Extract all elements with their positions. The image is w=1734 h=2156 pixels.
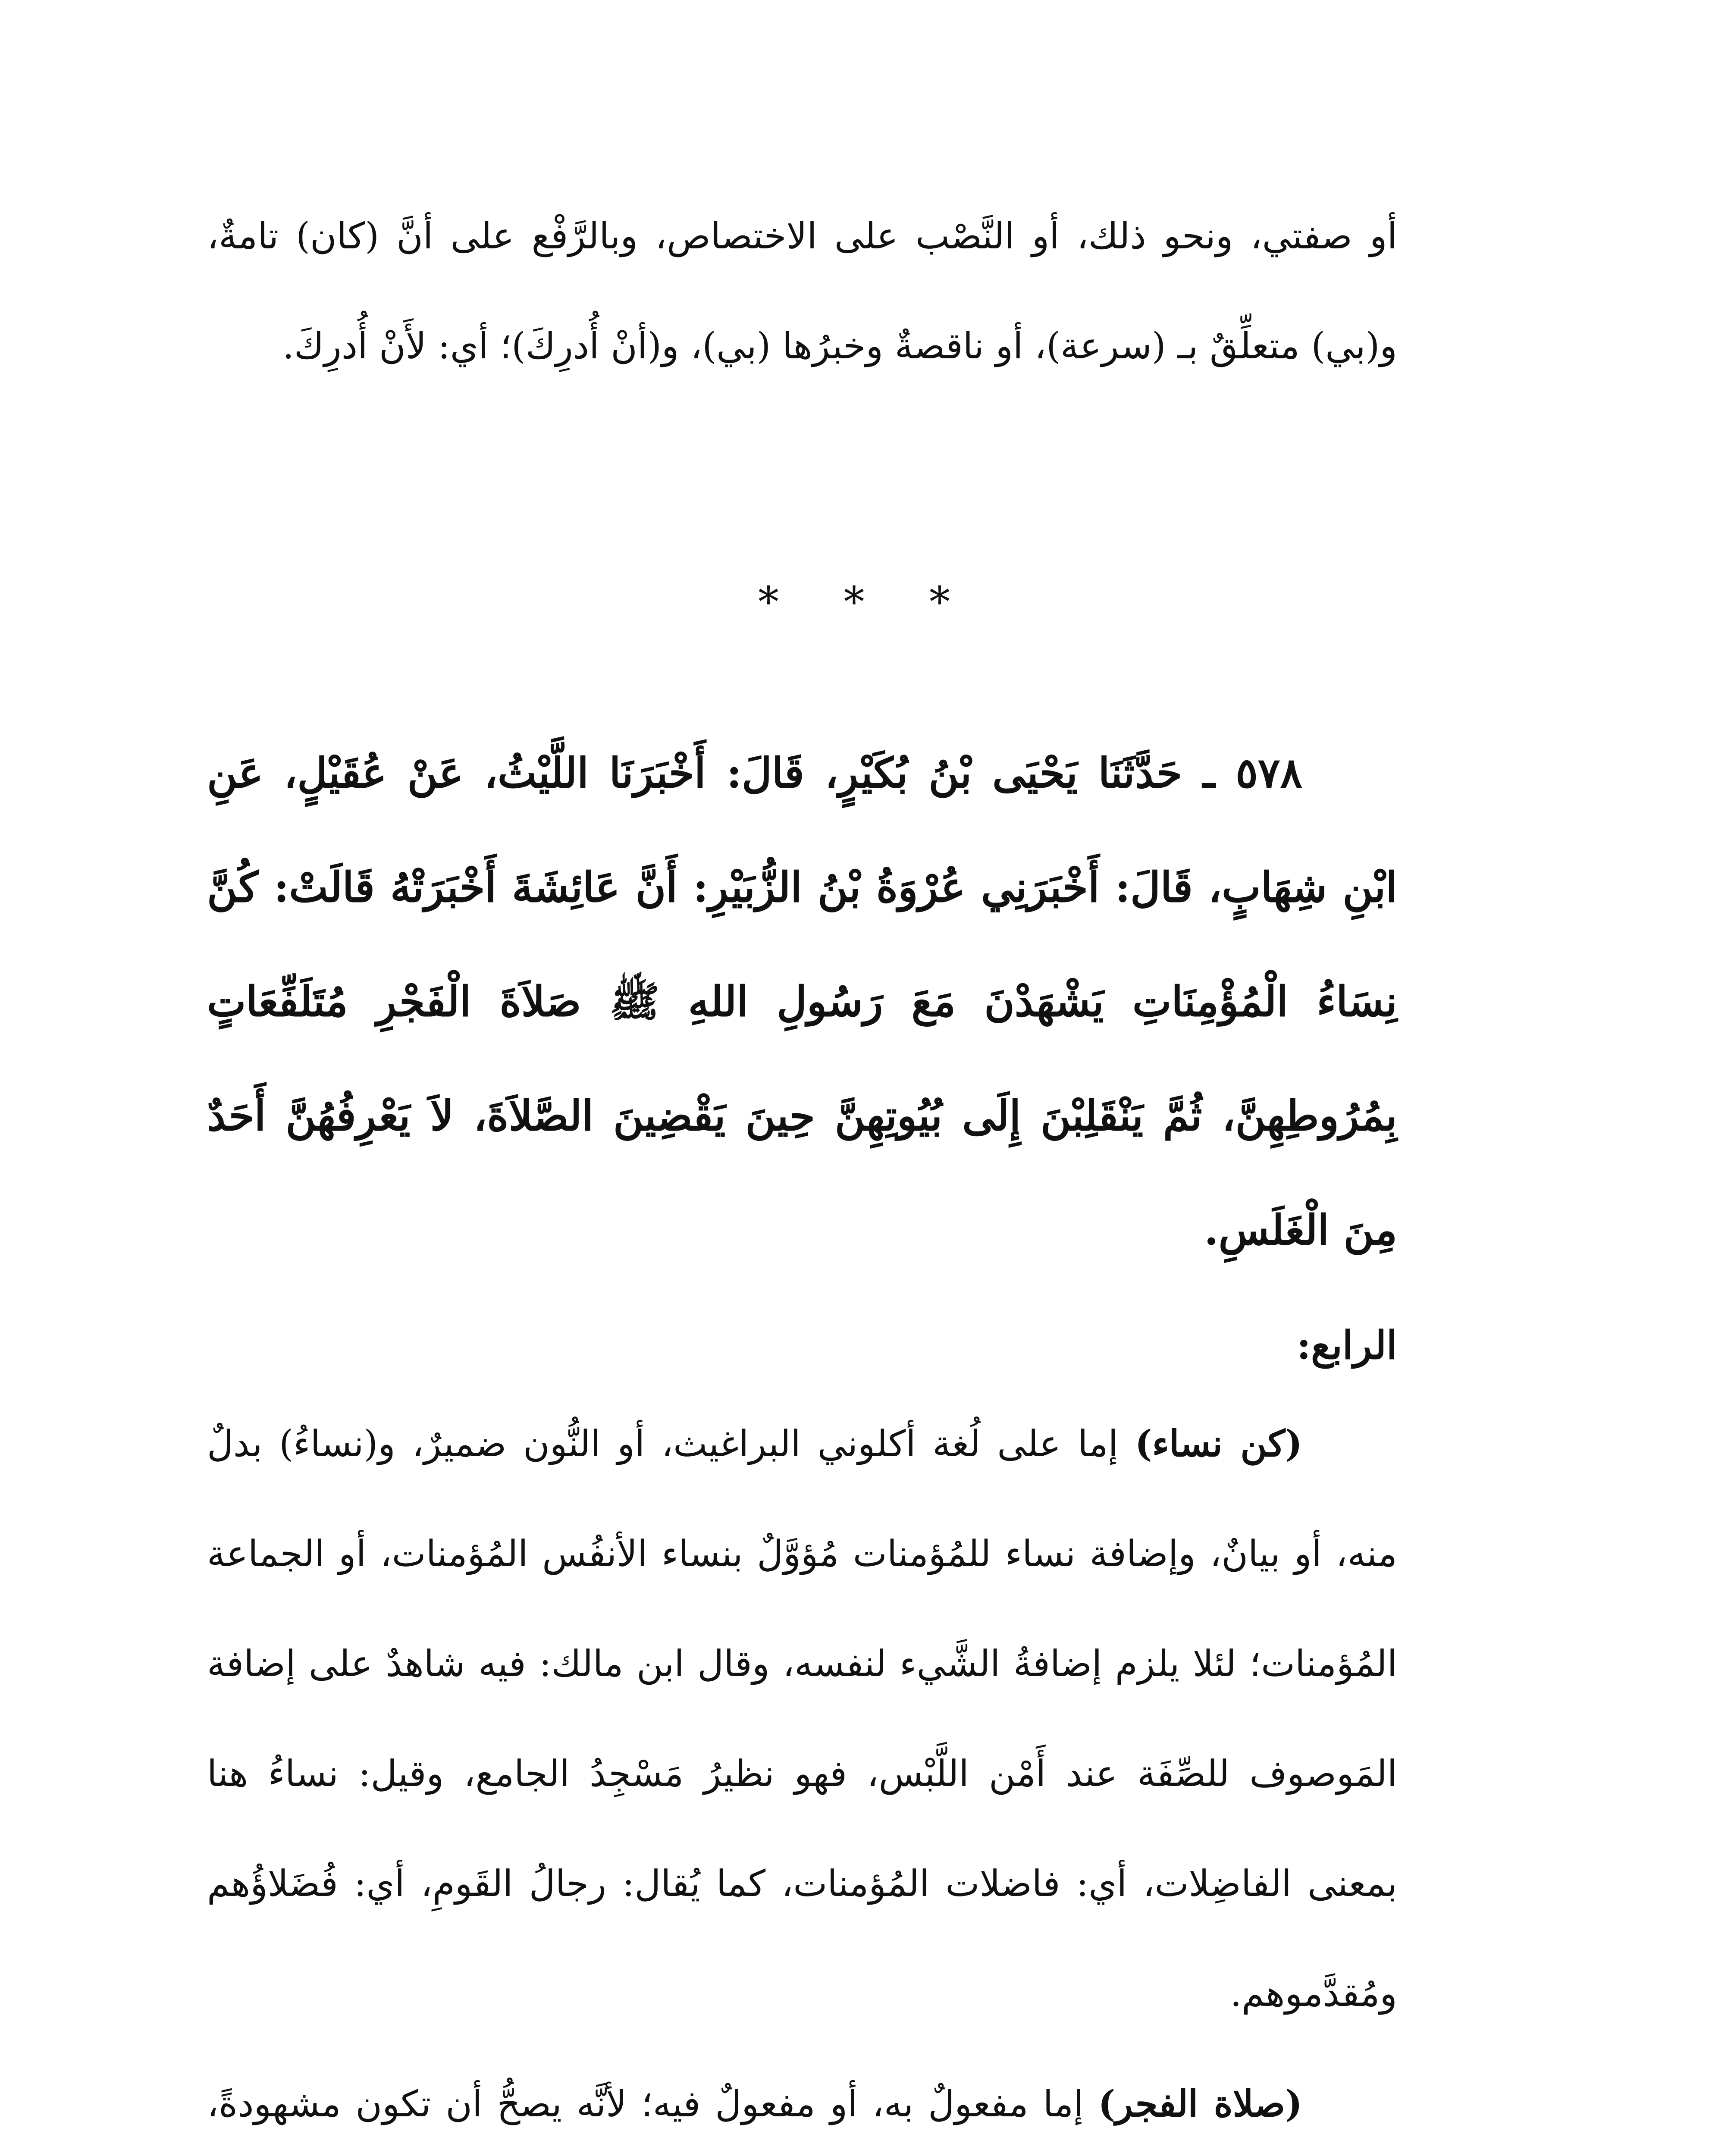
top-paragraph-block — [207, 181, 1397, 401]
section-heading: الرابع: — [1296, 1322, 1397, 1368]
commentary-term-1: (كن نساء) — [1135, 1422, 1303, 1465]
commentary-paragraph-1 — [207, 1388, 1397, 2049]
hadith-block — [207, 716, 1397, 1287]
commentary-text-1: إما على لُغة أكلوني البراغيث، أو النُّون ضميرٌ، و(نساءُ) بدلٌ منه، أو بيانٌ، وإضافة نساء للمُؤمنات مُؤوَّلٌ بنساء الأنفُس المُؤمنات، أو الجماعة المُؤمنات؛ لئلا يلزم إضافةُ الشَّيء لنفسه، وقال ابن مالك: فيه شاهدٌ على إضافة المَوصوف للصِّفَة عند أَمْن اللَّبْس، فهو نظيرُ مَسْجِدُ الجامع، وقيل: نساءُ هنا بمعنى الفاضِلات، أي: فاضلات المُؤمنات، كما يُقال: رجالُ القَومِ، أي: فُضَلاؤُهم ومُقدَّموهم. — [207, 1423, 1397, 2015]
commentary-text-2: إما مفعولٌ به، أو مفعولٌ فيه؛ لأنَّه يصحُّ أن تكون مشهودةً، — [207, 2083, 1084, 2125]
top-paragraph: أو صفتي، ونحو ذلك، أو النَّصْب على الاختصاص، وبالرَّفْع على أنَّ (كان) تامةٌ، و(بي) متعلِّقٌ بـ (سرعة)، أو ناقصةٌ وخبرُها (بي)، و(أنْ أُدرِكَ)؛ أي: لأَنْ أُدرِكَ. — [207, 215, 1397, 367]
commentary-term-2: (صلاة الفجر) — [1098, 2082, 1302, 2125]
section-separator: * * * — [758, 578, 976, 626]
hadith-text: ٥٧٨ ـ حَدَّثَنَا يَحْيَى بْنُ بُكَيْرٍ، قَالَ: أَخْبَرَنَا اللَّيْثُ، عَنْ عُقَيْلٍ، عَنِ ابْنِ شِهَابٍ، قَالَ: أَخْبَرَنِي عُرْوَةُ بْنُ الزُّبَيْرِ: أَنَّ عَائِشَةَ أَخْبَرَتْهُ قَالَتْ: كُنَّ نِسَاءُ الْمُؤْمِنَاتِ يَشْهَدْنَ مَعَ رَسُولِ اللهِ ﷺ صَلاَةَ الْفَجْرِ مُتَلَفِّعَاتٍ بِمُرُوطِهِنَّ، ثُمَّ يَنْقَلِبْنَ إِلَى بُيُوتِهِنَّ حِينَ يَقْضِينَ الصَّلاَةَ، لاَ يَعْرِفُهُنَّ أَحَدٌ مِنَ الْغَلَسِ. — [207, 749, 1398, 1254]
commentary-block — [207, 1302, 1397, 2156]
commentary-paragraph-2 — [207, 2049, 1397, 2156]
